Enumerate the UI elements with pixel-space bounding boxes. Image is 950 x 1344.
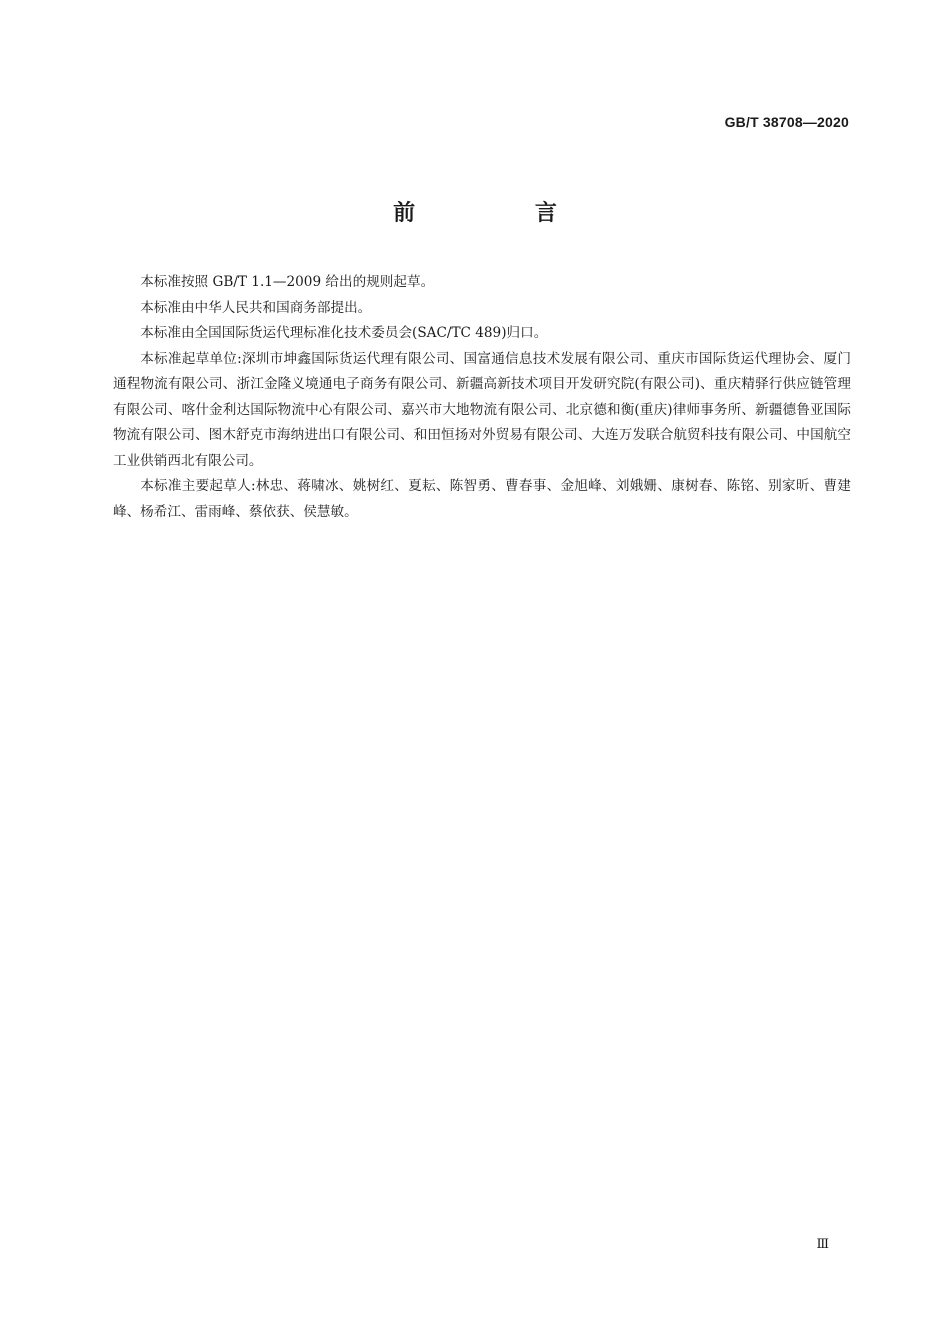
paragraph-administrator: 本标准由全国国际货运代理标准化技术委员会(SAC/TC 489)归口。 bbox=[140, 325, 548, 341]
paragraph-proposer: 本标准由中华人民共和国商务部提出。 bbox=[140, 299, 372, 316]
page-number: Ⅲ bbox=[816, 1236, 829, 1251]
paragraph-drafting-units: 本标准起草单位:深圳市坤鑫国际货运代理有限公司、国富通信息技术发展有限公司、重庆市国际货运代理协会、厦门通程物流有限公司、浙江金隆义境通电子商务有限公司、新疆高新技术项目开发研究院(有限公司)、重庆精驿行供应链管理有限公司、喀什金利达国际物流中心有限公司、嘉兴市大地物流有限公司、北京德和衡(重庆)律师事务所、新疆德鲁亚国际物流有限公司、图木舒克市海纳进出口有限公司、和田恒扬对外贸易有限公司、大连万发联合航贸科技有限公司、中国航空工业供销西北有限公司。 bbox=[113, 350, 851, 469]
standard-number: GB/T 38708—2020 bbox=[724, 114, 849, 130]
document-body bbox=[113, 270, 851, 525]
paragraph-drafting-rules: 本标准按照 GB/T 1.1—2009 给出的规则起草。 bbox=[140, 274, 435, 290]
page-title: 前 言 bbox=[393, 201, 613, 226]
paragraph-drafters: 本标准主要起草人:林忠、蒋啸冰、姚树红、夏耘、陈智勇、曹春事、金旭峰、刘娥姗、康树春、陈铭、别家昕、曹建峰、杨希江、雷雨峰、蔡依获、侯慧敏。 bbox=[113, 478, 851, 520]
